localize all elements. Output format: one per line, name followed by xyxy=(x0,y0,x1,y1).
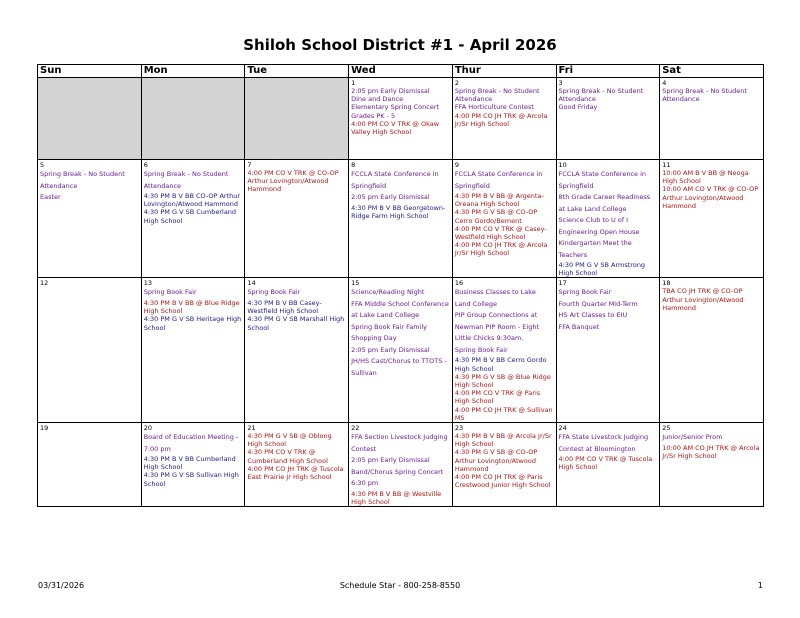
day-number: 3 xyxy=(558,79,563,87)
day-number: 9 xyxy=(454,161,459,169)
event-item[interactable]: 4:00 PM CO V TRK @ Tuscola High School xyxy=(558,455,653,472)
day-cell xyxy=(141,423,245,507)
day-cell xyxy=(556,278,660,423)
event-item[interactable]: 4:00 PM CO V TRK @ CO-OP Arthur Lovington/Atwood Hammond xyxy=(247,169,339,194)
event-item[interactable]: FFA Banquet xyxy=(558,322,600,331)
event-item[interactable]: TBA CO JH TRK @ CO-OP Arthur Lovington/Atwood Hammond xyxy=(662,287,744,312)
event-item[interactable]: 4:00 PM CO JH TRK @ Paris Crestwood Junior High School xyxy=(454,473,551,490)
event-item[interactable]: 4:30 PM G V SB Cumberland High School xyxy=(143,208,237,225)
event-item[interactable]: 4:00 PM CO JH TRK @ Arcola Jr/Sr High School xyxy=(454,241,548,258)
day-cell xyxy=(556,160,660,278)
day-number: 7 xyxy=(247,161,252,169)
day-cell xyxy=(660,278,764,423)
event-item[interactable]: 4:30 PM CO V TRK @ Cumberland High School xyxy=(247,448,328,465)
page-title: Shiloh School District #1 - April 2026 xyxy=(243,36,557,54)
day-cell xyxy=(245,423,349,507)
day-number: 8 xyxy=(351,161,356,169)
event-item[interactable]: 10:00 AM CO V TRK @ CO-OP Arthur Lovington/Atwood Hammond xyxy=(662,185,759,210)
event-item[interactable]: Spring Book Fair xyxy=(454,345,508,354)
event-item[interactable]: 4:30 PM G V SB Marshall High School xyxy=(247,315,345,332)
event-item[interactable]: 4:30 PM B V BB @ Arcola Jr/Sr High School xyxy=(454,432,552,449)
event-item[interactable]: Good Friday xyxy=(558,103,598,112)
weekday-header: Sun xyxy=(38,65,142,78)
event-item[interactable]: FCCLA State Conference in Springfield xyxy=(558,170,647,190)
day-cell xyxy=(660,423,764,507)
event-item[interactable]: 4:30 PM B V BB Cumberland High School xyxy=(143,455,236,472)
day-cell xyxy=(245,278,349,423)
event-item[interactable]: 4:30 PM B V BB @ Blue Ridge High School xyxy=(143,298,240,316)
day-number: 11 xyxy=(662,161,671,169)
calendar-grid xyxy=(37,64,764,507)
day-cell xyxy=(452,278,556,423)
event-item[interactable]: Spring Break - No Student Attendance xyxy=(558,87,644,104)
day-number: 6 xyxy=(143,161,148,169)
event-item[interactable]: 2:05 pm Early Dismissal xyxy=(351,345,430,354)
event-item[interactable]: 10:00 AM B V BB @ Neoga High School xyxy=(662,169,749,186)
event-item[interactable]: 4:00 PM CO JH TRK @ Arcola Jr/Sr High School xyxy=(454,111,548,128)
day-cell xyxy=(245,78,349,160)
event-item[interactable]: Kindergarten Meet the Teachers xyxy=(558,239,632,259)
day-cell xyxy=(349,278,453,423)
event-item[interactable]: FFA State Livestock Judging Contest at Bloomington xyxy=(558,433,649,453)
day-number: 19 xyxy=(40,424,49,433)
week-row xyxy=(38,423,764,507)
event-item[interactable]: 4:30 PM B V BB @ Argenta-Oreana High School xyxy=(454,192,544,209)
footer-center: Schedule Star - 800-258-8550 xyxy=(339,581,461,590)
event-item[interactable]: 4:00 PM CO JH TRK @ Sullivan MS xyxy=(454,405,553,422)
event-item[interactable]: 8th Grade Career Readiness at Lake Land College xyxy=(558,193,651,213)
event-item[interactable]: JH/HS Cast/Chorus to TTOTS - Sullivan xyxy=(351,357,447,377)
day-number: 25 xyxy=(662,424,671,433)
day-cell xyxy=(38,278,142,423)
event-item[interactable]: 4:30 PM G V SB @ Oblong High School xyxy=(247,432,332,449)
event-item[interactable]: Board of Education Meeting - 7:00 pm xyxy=(143,433,239,453)
event-item[interactable]: 4:30 PM B V BB Georgetown-Ridge Farm High School xyxy=(351,203,446,220)
weekday-header-row xyxy=(38,65,764,78)
event-item[interactable]: FCCLA State Conference in Springfield xyxy=(351,170,439,190)
day-cell xyxy=(660,78,764,160)
event-item[interactable]: Business Classes to Lake Land College xyxy=(454,288,536,308)
event-item[interactable]: Easter xyxy=(40,193,61,201)
day-number: 23 xyxy=(454,424,464,433)
event-item[interactable]: Spring Break - No Student Attendance xyxy=(143,170,229,190)
day-cell xyxy=(349,423,453,507)
week-row xyxy=(38,78,764,160)
event-item[interactable]: Spring Break - No Student Attendance xyxy=(454,87,540,104)
day-number: 22 xyxy=(351,424,360,433)
event-item[interactable]: 4:00 PM CO V TRK @ Casey-Westfield High School xyxy=(454,224,547,242)
day-cell xyxy=(556,423,660,507)
event-item[interactable]: Band/Chorus Spring Concert 6:30 pm xyxy=(351,467,444,488)
event-item[interactable]: 10:00 AM CO JH TRK @ Arcola Jr/Sr High School xyxy=(662,443,760,460)
event-item[interactable]: 4:30 PM B V BB Cerro Gordo High School xyxy=(454,356,547,373)
day-number: 5 xyxy=(40,161,45,169)
event-item[interactable]: Spring Book Fair xyxy=(143,288,197,297)
event-item[interactable]: HS Art Classes to EIU xyxy=(558,311,628,320)
weekday-header: Fri xyxy=(556,65,660,78)
day-number: 12 xyxy=(40,279,49,288)
weekday-header: Thur xyxy=(452,65,556,78)
day-cell xyxy=(141,278,245,423)
day-number: 1 xyxy=(351,79,356,87)
day-cell xyxy=(38,423,142,507)
day-number: 10 xyxy=(558,161,567,169)
event-item[interactable]: Dine and Dance xyxy=(351,95,404,104)
day-number: 4 xyxy=(662,79,667,87)
event-item[interactable]: Spring Break - No Student Attendance xyxy=(662,87,747,104)
event-item[interactable]: FFA Middle School Conference at Lake Land College xyxy=(351,299,449,320)
event-item[interactable]: 4:30 PM G V SB Heritage High School xyxy=(143,315,242,332)
day-cell xyxy=(660,160,764,278)
event-item[interactable]: PIP Group Connections at Newman PIP Room - Eight Little Chicks 9:30am. xyxy=(454,311,540,343)
day-cell xyxy=(452,423,556,507)
day-cell xyxy=(452,160,556,278)
day-number: 15 xyxy=(351,279,360,288)
week-row xyxy=(38,160,764,278)
event-item[interactable]: Spring Break - No Student Attendance xyxy=(40,170,125,190)
event-item[interactable]: 4:00 PM CO V TRK @ Paris High School xyxy=(454,389,541,406)
event-item[interactable]: 4:30 PM G V SB Sullivan High School xyxy=(143,471,239,488)
event-item[interactable]: Spring Book Fair xyxy=(247,288,301,297)
event-item[interactable]: 4:30 PM G V SB @ CO-OP Cerro Gordo/Bement xyxy=(454,208,538,225)
day-cell xyxy=(349,78,453,160)
day-cell xyxy=(349,160,453,278)
footer-date: 03/31/2026 xyxy=(38,581,85,590)
day-number: 13 xyxy=(143,279,152,288)
event-item[interactable]: Spring Book Fair xyxy=(558,288,612,297)
weekday-header: Tue xyxy=(245,65,349,78)
event-item[interactable]: FFA Section Livestock Judging Contest xyxy=(351,433,448,453)
event-item[interactable]: FCCLA State Conference in Springfield xyxy=(454,170,543,190)
event-item[interactable]: 4:30 PM G V SB Armstrong High School xyxy=(558,261,646,278)
event-item[interactable]: Science Club to U of I Engineering Open House xyxy=(558,216,640,236)
event-item[interactable]: 4:30 PM B V BB Casey-Westfield High School xyxy=(247,298,322,316)
day-number: 17 xyxy=(558,279,567,288)
event-item[interactable]: 4:00 PM CO JH TRK @ Tuscola East Prairie Jr High School xyxy=(247,464,344,482)
event-item[interactable]: Junior/Senior Prom xyxy=(662,433,723,442)
day-cell xyxy=(245,160,349,278)
event-item[interactable]: FFA Horticulture Contest xyxy=(454,103,534,112)
event-item[interactable]: 2:05 pm Early Dismissal xyxy=(351,193,430,201)
day-number: 24 xyxy=(558,424,567,433)
event-item[interactable]: Elementary Spring Concert Grades PK - 5 xyxy=(351,103,440,120)
day-cell xyxy=(141,160,245,278)
event-item[interactable]: Science/Reading Night xyxy=(351,288,425,297)
day-number: 16 xyxy=(454,279,464,288)
event-item[interactable]: 2:05 pm Early Dismissal xyxy=(351,456,430,465)
day-cell xyxy=(452,78,556,160)
day-cell xyxy=(38,160,142,278)
event-item[interactable]: 4:30 PM G V SB @ CO-OP Arthur Lovington/Atwood Hammond xyxy=(454,448,538,473)
day-number: 14 xyxy=(247,279,256,288)
weekday-header: Mon xyxy=(141,65,245,78)
day-number: 21 xyxy=(247,424,256,433)
event-item[interactable]: 4:00 PM CO V TRK @ Okaw Valley High School xyxy=(351,119,440,137)
day-number: 20 xyxy=(143,424,152,433)
event-item[interactable]: Fourth Quarter Mid-Term xyxy=(558,299,638,308)
event-item[interactable]: Spring Book Fair Family Shopping Day xyxy=(351,322,427,343)
day-cell xyxy=(556,78,660,160)
footer-page: 1 xyxy=(757,581,763,590)
event-item[interactable]: 4:30 PM B V BB @ Westville High School xyxy=(351,489,442,506)
event-item[interactable]: 4:30 PM B V BB CO-OP Arthur Lovington/Atwood Hammond xyxy=(143,192,241,209)
weekday-header: Wed xyxy=(349,65,453,78)
day-cell xyxy=(141,78,245,160)
day-number: 2 xyxy=(454,79,459,87)
event-item[interactable]: 2:05 pm Early Dismissal xyxy=(351,87,430,95)
event-item[interactable]: 4:30 PM G V SB @ Blue Ridge High School xyxy=(454,372,551,390)
day-cell xyxy=(38,78,142,160)
week-row xyxy=(38,278,764,423)
weekday-header: Sat xyxy=(660,65,764,78)
day-number: 18 xyxy=(662,279,671,288)
